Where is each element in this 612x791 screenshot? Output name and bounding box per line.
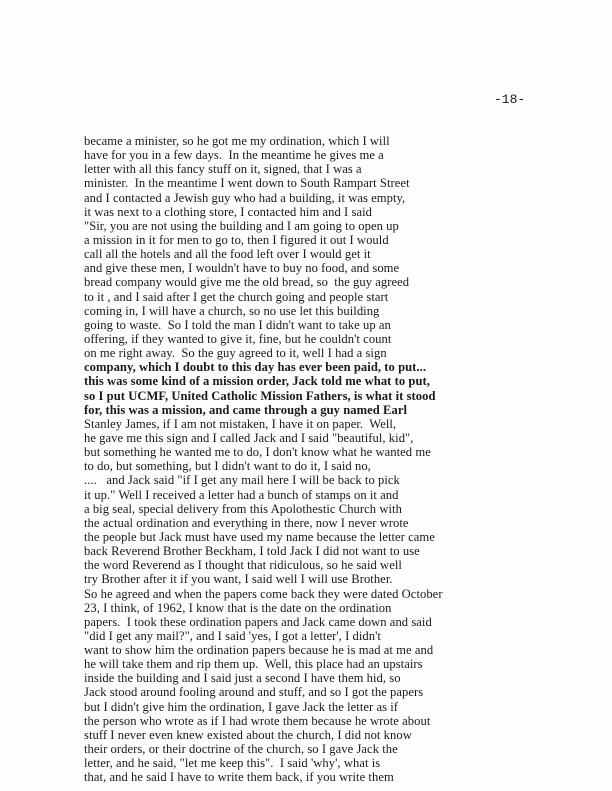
page-number: -18- xyxy=(494,92,526,107)
text-line: for, this was a mission, and came through a guy named Earl xyxy=(84,402,408,417)
text-line: want to show him the ordination papers because he is mad at me and xyxy=(84,643,434,658)
text-line: it up." Well I received a letter had a bunch of stamps on it and xyxy=(84,487,399,502)
text-line: so I put UCMF, United Catholic Mission Fathers, is what it stood xyxy=(84,388,436,403)
text-line: So he agreed and when the papers come back they were dated October xyxy=(84,586,443,601)
text-line: call all the hotels and all the food left over I would get it xyxy=(84,247,371,262)
text-line: a mission in it for men to go to, then I figured it out I would xyxy=(84,232,389,247)
text-line: the actual ordination and everything in there, now I never wrote xyxy=(84,515,409,530)
text-line: Jack stood around fooling around and stuff, and so I got the papers xyxy=(84,685,424,700)
text-line: became a minister, so he got me my ordination, which I will xyxy=(84,134,390,148)
text-line: stuff I never even knew existed about the church, I did not know xyxy=(84,727,412,742)
text-line: that, and he said I have to write them back, if you write them xyxy=(84,770,394,785)
text-line: papers. I took these ordination papers and Jack came down and said xyxy=(84,614,432,629)
text-line: try Brother after it if you want, I said well I will use Brother. xyxy=(84,572,393,587)
text-line: inside the building and I said just a second I have them hid, so xyxy=(84,671,401,686)
text-line: he gave me this sign and I called Jack and I said "beautiful, kid", xyxy=(84,430,414,445)
text-line: to do, but something, but I didn't want to do it, I said no, xyxy=(84,459,371,474)
text-line: their orders, or their doctrine of the church, so I gave Jack the xyxy=(84,742,398,757)
text-line: but something he wanted me to do, I don't know what he wanted me xyxy=(84,445,431,460)
text-line: company, which I doubt to this day has ever been paid, to put... xyxy=(84,360,427,375)
text-line: the word Reverend as I thought that ridiculous, so he said well xyxy=(84,558,402,573)
text-line: and I contacted a Jewish guy who had a building, it was empty, xyxy=(84,190,406,205)
text-line: it was next to a clothing store, I contacted him and I said xyxy=(84,204,372,219)
text-line: the people but Jack must have used my name because the letter came xyxy=(84,529,435,544)
text-line: to it , and I said after I get the church going and people start xyxy=(84,289,389,304)
text-line: letter, and he said, "let me keep this". I said 'why', what is xyxy=(84,756,381,771)
text-line: coming in, I will have a church, so no use let this building xyxy=(84,303,380,318)
text-line: offering, if they wanted to give it, fine, but he couldn't count xyxy=(84,331,392,346)
text-line: 23, I think, of 1962, I know that is the date on the ordination xyxy=(84,600,392,615)
text-line: and give these men, I wouldn't have to buy no food, and some xyxy=(84,261,400,276)
text-line: a big seal, special delivery from this Apolothestic Church with xyxy=(84,501,402,516)
text-line: on me right away. So the guy agreed to it, well I had a sign xyxy=(84,346,387,361)
text-line: "Sir, you are not using the building and I am going to open up xyxy=(84,218,399,233)
text-line: bread company would give me the old bread, so the guy agreed xyxy=(84,275,410,290)
text-line: "did I get any mail?", and I said 'yes, I got a letter', I didn't xyxy=(84,628,381,643)
body-text xyxy=(84,134,604,784)
text-line: .... and Jack said "if I get any mail here I will be back to pick xyxy=(84,473,400,488)
text-line: letter with all this fancy stuff on it, signed, that I was a xyxy=(84,162,362,177)
text-line: minister. In the meantime I went down to South Rampart Street xyxy=(84,176,410,191)
text-line: this was some kind of a mission order, Jack told me what to put, xyxy=(84,374,430,389)
text-line: he will take them and rip them up. Well, this place had an upstairs xyxy=(84,657,423,672)
text-line: the person who wrote as if I had wrote them because he wrote about xyxy=(84,713,431,728)
text-line: going to waste. So I told the man I didn't want to take up an xyxy=(84,317,391,332)
text-line: Stanley James, if I am not mistaken, I have it on paper. Well, xyxy=(84,416,397,431)
text-line: but I didn't give him the ordination, I gave Jack the letter as if xyxy=(84,699,399,714)
text-line: back Reverend Brother Beckham, I told Jack I did not want to use xyxy=(84,544,420,559)
text-line: have for you in a few days. In the meantime he gives me a xyxy=(84,148,384,163)
